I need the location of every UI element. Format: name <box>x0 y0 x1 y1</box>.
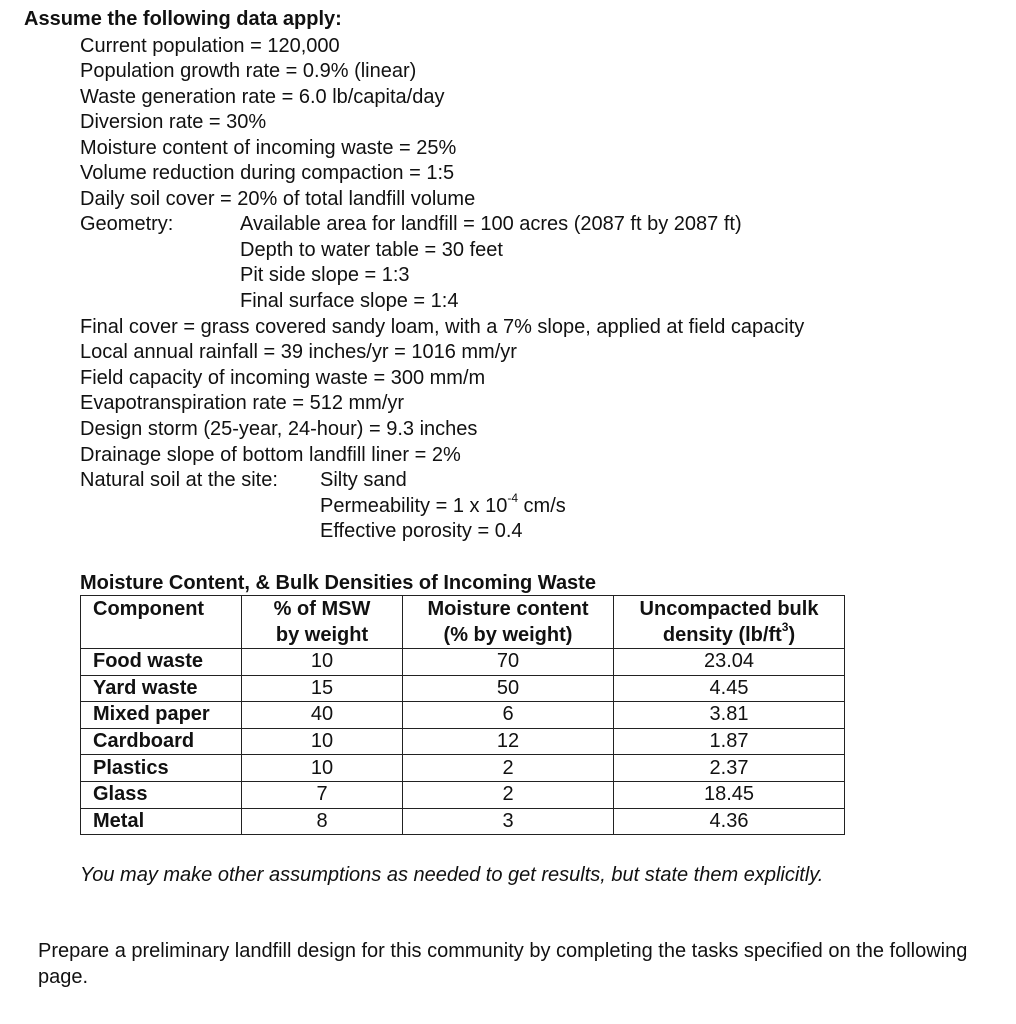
diversion-rate: Diversion rate = 30% <box>80 111 267 133</box>
table-row <box>81 808 845 835</box>
cell-msw: 10 <box>242 649 403 676</box>
design-storm: Design storm (25-year, 24-hour) = 9.3 inches <box>80 418 478 440</box>
cell-density: 4.45 <box>614 675 845 702</box>
cell-component: Mixed paper <box>81 702 242 729</box>
cell-density: 3.81 <box>614 702 845 729</box>
field-capacity: Field capacity of incoming waste = 300 mm/m <box>80 367 486 389</box>
cell-density: 18.45 <box>614 781 845 808</box>
table-title: Moisture Content, & Bulk Densities of Incoming Waste <box>80 572 596 594</box>
header-msw: % of MSW by weight <box>242 596 403 649</box>
pit-side-slope: Pit side slope = 1:3 <box>240 264 410 286</box>
cell-msw: 15 <box>242 675 403 702</box>
table-row <box>81 781 845 808</box>
natural-soil-label: Natural soil at the site: <box>80 469 278 491</box>
header-moisture: Moisture content (% by weight) <box>403 596 614 649</box>
assumptions-note: You may make other assumptions as needed to get results, but state them explicitly. <box>80 864 824 886</box>
cell-component: Yard waste <box>81 675 242 702</box>
waste-composition-table <box>80 595 845 835</box>
cell-moisture: 6 <box>403 702 614 729</box>
table-header-row <box>81 596 845 649</box>
cell-msw: 8 <box>242 808 403 835</box>
permeability <box>320 491 566 518</box>
cell-moisture: 70 <box>403 649 614 676</box>
header-component: Component <box>81 596 242 649</box>
soil-type: Silty sand <box>320 469 407 491</box>
daily-soil-cover: Daily soil cover = 20% of total landfill volume <box>80 188 476 210</box>
cell-moisture: 12 <box>403 728 614 755</box>
waste-generation-rate: Waste generation rate = 6.0 lb/capita/day <box>80 86 445 108</box>
cell-component: Food waste <box>81 649 242 676</box>
cell-component: Glass <box>81 781 242 808</box>
effective-porosity: Effective porosity = 0.4 <box>320 520 523 542</box>
current-population: Current population = 120,000 <box>80 35 340 57</box>
final-cover: Final cover = grass covered sandy loam, with a 7% slope, applied at field capacity <box>80 316 805 338</box>
permeability-unit: cm/s <box>518 495 566 517</box>
cell-component: Cardboard <box>81 728 242 755</box>
cell-msw: 40 <box>242 702 403 729</box>
cell-moisture: 2 <box>403 755 614 782</box>
depth-to-water-table: Depth to water table = 30 feet <box>240 239 503 261</box>
permeability-base: Permeability = 1 x 10 <box>320 495 508 517</box>
table-row <box>81 728 845 755</box>
table-row <box>81 675 845 702</box>
population-growth-rate: Population growth rate = 0.9% (linear) <box>80 60 417 82</box>
header-density: Uncompacted bulk density $(lb/ft^3)$ <box>614 596 845 649</box>
moisture-content: Moisture content of incoming waste = 25% <box>80 137 457 159</box>
instructions-paragraph: Prepare a preliminary landfill design for this community by completing the tasks specified on the following page. <box>38 940 968 988</box>
cell-moisture: 2 <box>403 781 614 808</box>
evapotranspiration-rate: Evapotranspiration rate = 512 mm/yr <box>80 392 405 414</box>
available-area: Available area for landfill = 100 acres (2087 ft by 2087 ft) <box>240 213 742 235</box>
cell-msw: 7 <box>242 781 403 808</box>
cell-density: 4.36 <box>614 808 845 835</box>
geometry-label: Geometry: <box>80 213 174 235</box>
cell-msw: 10 <box>242 755 403 782</box>
volume-reduction: Volume reduction during compaction = 1:5 <box>80 162 455 184</box>
cell-component: Metal <box>81 808 242 835</box>
cell-msw: 10 <box>242 728 403 755</box>
table-row <box>81 755 845 782</box>
local-annual-rainfall: Local annual rainfall = 39 inches/yr = 1016 mm/yr <box>80 341 517 363</box>
table-row <box>81 649 845 676</box>
final-surface-slope: Final surface slope = 1:4 <box>240 290 459 312</box>
cell-density: 1.87 <box>614 728 845 755</box>
cell-component: Plastics <box>81 755 242 782</box>
permeability-exponent: -4 <box>507 491 518 506</box>
cell-moisture: 3 <box>403 808 614 835</box>
section-heading: Assume the following data apply: <box>24 8 342 30</box>
drainage-slope: Drainage slope of bottom landfill liner = 2% <box>80 444 461 466</box>
cell-density: 23.04 <box>614 649 845 676</box>
table-row <box>81 702 845 729</box>
cell-density: 2.37 <box>614 755 845 782</box>
cell-moisture: 50 <box>403 675 614 702</box>
